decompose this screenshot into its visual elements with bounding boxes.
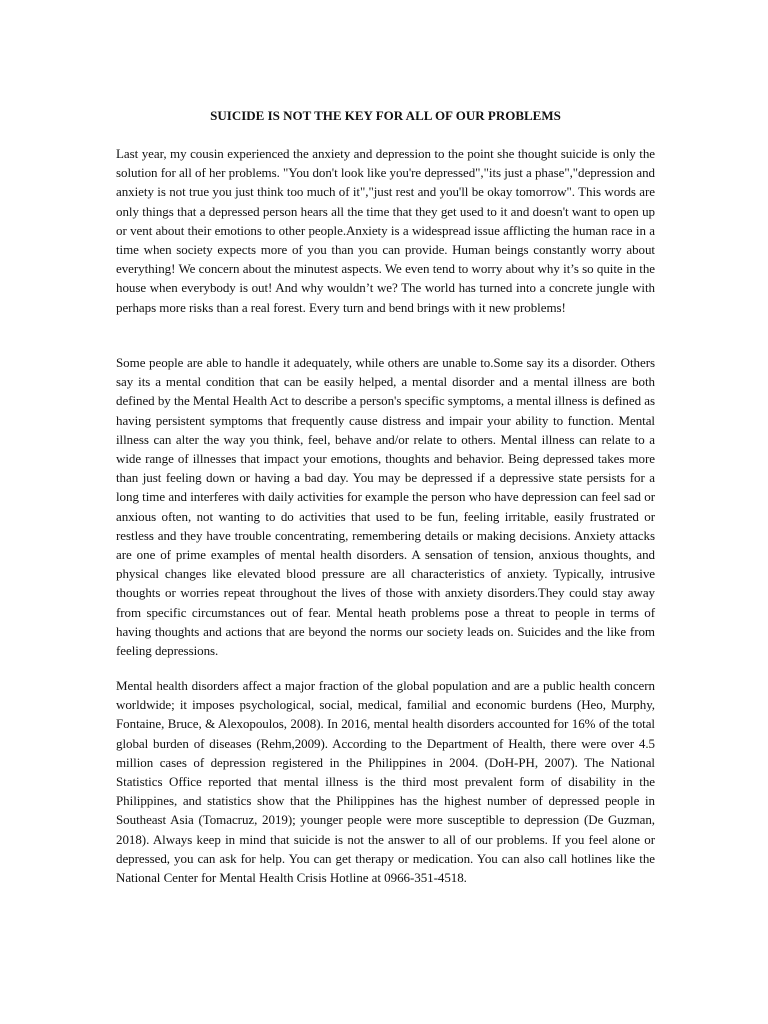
paragraph-3: Mental health disorders affect a major fraction of the global population and are a public health concern worldwide; it imposes psychological, social, medical, familial and economic burdens (Heo, Murphy, Fontaine, Bruce, & Alexopoulos, 2008). In 2016, mental health disorders accounted for 16% of the total global burden of diseases (Rehm,2009). According to the Department of Health, there were over 4.5 million cases of depression registered in the Philippines in 2004. (DoH-PH, 2007). The National Statistics Office reported that mental illness is the third most prevalent form of disability in the Philippines, and statistics show that the Philippines has the highest number of depressed people in Southeast Asia (Tomacruz, 2019); younger people were more susceptible to depression (De Guzman, 2018). Always keep in mind that suicide is not the answer to all of our problems. If you feel alone or depressed, you can ask for help. You can get therapy or medication. You can also call hotlines like the National Center for Mental Health Crisis Hotline at 0966-351-4518. (116, 678, 655, 886)
paragraph-2: Some people are able to handle it adequately, while others are unable to.Some say its a disorder. Others say its a mental condition that can be easily helped, a mental disorder and a mental illness are both defined by the Mental Health Act to describe a person's specific symptoms, a mental illness is defined as having persistent symptoms that frequently cause distress and impair your ability to function. Mental illness can alter the way you think, feel, behave and/or relate to others. Mental illness can relate to a wide range of illnesses that impact your emotions, thoughts and behavior. Being depressed takes more than just feeling down or having a bad day. You may be depressed if a depressive state persists for a long time and interferes with daily activities for example the person who have depression can feel sad or anxious often, not wanting to do activities that used to be fun, feeling irritable, easily frustrated or restless and they have trouble concentrating, remembering details or making decisions. Anxiety attacks are one of prime examples of mental health disorders. A sensation of tension, anxious thoughts, and physical changes like elevated blood pressure are all characteristics of anxiety. Typically, intrusive thoughts or worries repeat throughout the lives of those with anxiety disorders.They could stay away from specific circumstances out of fear. Mental heath problems pose a threat to people in terms of having thoughts and actions that are beyond the norms our society leads on. Suicides and the like from feeling depressions. (116, 355, 655, 659)
paragraph-1: Last year, my cousin experienced the anxiety and depression to the point she thought suicide is only the solution for all of her problems. "You don't look like you're depressed","its just a phase","depression and anxiety is not true you just think too much of it","just rest and you'll be okay tomorrow". This words are only things that a depressed person hears all the time that they get used to it and doesn't want to open up or vent about their emotions to other people.Anxiety is a widespread issue afflicting the human race in a time when society expects more of you than you can provide. Human beings constantly worry about everything! We concern about the minutest aspects. We even tend to worry about why it’s so quite in the house when everybody is out! And why wouldn’t we? The world has turned into a concrete jungle with perhaps more risks than a real forest. Every turn and bend brings with it new problems! (116, 146, 655, 315)
document-title: SUICIDE IS NOT THE KEY FOR ALL OF OUR PROBLEMS (210, 108, 561, 123)
